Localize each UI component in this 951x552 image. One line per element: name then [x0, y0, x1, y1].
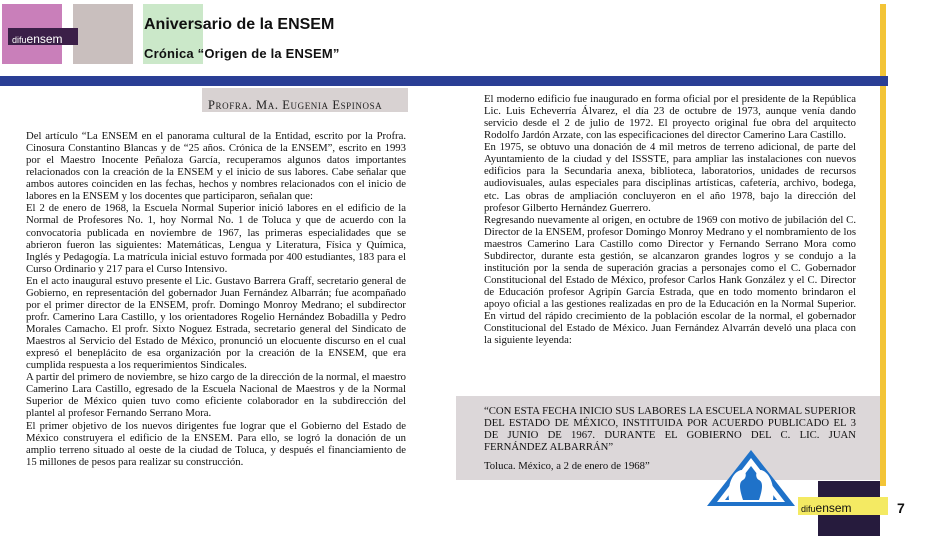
page-number: 7: [897, 500, 905, 516]
paragraph: A partir del primero de noviembre, se hizo cargo de la dirección de la normal, el maestro Camerino Lara Castillo, egresado de la Escuela Nacional de Maestros y de la Normal Superior de México quien tuvo como eficiente colaborador en la subdirección del plantel al profesor Fernando Serrano Mora.: [26, 371, 406, 420]
article-right-column: [484, 93, 856, 346]
decor-square-gray: [73, 4, 133, 64]
decor-yellow-bar-right: [880, 86, 886, 486]
paragraph: En el acto inaugural estuvo presente el Lic. Gustavo Barrera Graff, secretario general de Gobierno, en representación del gobernador Juan Fernández Albarrán; fue acompañado por el primer director de la ENSEM, profr. Domingo Monroy Medrano; el subdirector profr. Camerino Lara Castillo, y los orientadores Rogelio Hernández Bobadilla y Pedro Morales Camacho. El profr. Sixto Noguez Estrada, secretario general del Sindicato de Maestros al Servicio del Estado de México, pronunció un elocuente discurso en el cual expresó el beneplácito de esa organización por la creación de la ENSEM, que era cumplida respuesta a los requerimientos Sindicales.: [26, 274, 406, 372]
author-name: Profra. Ma. Eugenia Espinosa: [208, 98, 383, 112]
paragraph: El moderno edificio fue inaugurado en forma oficial por el presidente de la República Lic. Luis Echeverría Álvarez, el día 23 de octubre de 1973, aunque venía dando servicio desde el 2 de julio de 1972. El proyecto original fue obra del arquitecto Rodolfo Jardón Arzate, con las especificaciones del director Camerino Lara Castillo.: [484, 93, 856, 142]
plaque-signature: Toluca. México, a 2 de enero de 1968”: [484, 460, 650, 472]
brand-prefix: difu: [12, 35, 27, 45]
paragraph: Del artículo “La ENSEM en el panorama cultural de la Entidad, escrito por la Profra. Cinosura Constantino Blancas y de “25 años. Crónica de la ENSEM”, escrito en 1993 por el Maestro Inocente Peñaloza García, recuperamos algunos datos importantes relacionados con la creación de la ENSEM y el inicio de sus labores. Cabe señalar que ambos autores coinciden en las fechas, hechos y nombres relacionados con el inicio de labores en la ENSEM y los docentes que participaron, señalan que:: [26, 130, 406, 203]
page-subtitle: Crónica “Origen de la ENSEM”: [144, 46, 340, 61]
brand-logo-top: [8, 28, 78, 45]
article-left-column: [26, 130, 406, 468]
decor-yellow-bar-top: [880, 4, 886, 76]
paragraph: El primer objetivo de los nuevos dirigentes fue lograr que el Gobierno del Estado de México construyera el edificio de la ENSEM. Para ello, se logró la donación de un amplio terreno situado al oeste de la ciudad de Toluca, y después el financiamiento de 15 millones de pesos para realizar su construcción.: [26, 419, 406, 468]
plaque-quote: “CON ESTA FECHA INICIO SUS LABORES LA ESCUELA NORMAL SUPERIOR DEL ESTADO DE MÉXICO, INSTITUIDA POR ACUERDO PUBLICADO EL 3 DE JUNIO DE 1967. DURANTE EL GOBIERNO DEL C. LIC. JUAN FERNÁNDEZ ALBARRÁN”: [484, 405, 856, 454]
brand-prefix: difu: [801, 504, 816, 514]
ensem-logo-icon: [705, 448, 797, 508]
brand-logo-bottom: [798, 497, 888, 515]
brand-name: ensem: [26, 32, 63, 46]
header-divider-band: [0, 76, 888, 86]
page-title: Aniversario de la ENSEM: [144, 16, 335, 33]
paragraph: En 1975, se obtuvo una donación de 4 mil metros de terreno adicional, de parte del Ayuntamiento de la ciudad y del ISSSTE, para ampliar las instalaciones con nuevos edificios para la Secundaria anexa, biblioteca, laboratorios, unidades de recursos audiovisuales, aulas especiales para disciplinas artísticas, cafetería, archivo, bodega, etc. Las obras de ampliación concluyeron en el año 1978, bajo la dirección del profesor Gilberto Hernández Guerrero.: [484, 141, 856, 214]
paragraph: El 2 de enero de 1968, la Escuela Normal Superior inició labores en el edificio de la Normal de Profesores No. 1, hoy Normal No. 1 de Toluca y que de acuerdo con la convocatoria publicada en noviembre de 1967, las primeras especialidades que se abrieron fueron las siguientes: Matemáticas, Lengua y Literatura, Física y Química, Inglés y Pedagogía. La matrícula inicial estuvo formada por 400 estudiantes, 183 para el Curso Ordinario y 217 para el Curso Intensivo.: [26, 202, 406, 275]
brand-name: ensem: [815, 501, 852, 515]
paragraph: Regresando nuevamente al origen, en octubre de 1969 con motivo de jubilación del C. Director de la ENSEM, profesor Domingo Monroy Medrano y el nombramiento de los maestros Camerino Lara Castillo como Director y Fernando Serrano Mora como Subdirector, durante esta gestión, se alcanzaron grandes logros y se condujo a la institución por la senda de superación gracias a personajes como el C. Gobernador Constitucional del Estado de México, profesor Carlos Hank González y el C. Director de Educación profesor Agripín García Estrada, que en todo momento brindaron el apoyo oficial a las gestiones realizadas en pro de la Educación en la Normal Superior. En virtud del rápido crecimiento de la población escolar de la normal, el gobernador Constitucional del Estado de México. Juan Fernández Alvarrán develó una placa con la siguiente leyenda:: [484, 213, 856, 347]
